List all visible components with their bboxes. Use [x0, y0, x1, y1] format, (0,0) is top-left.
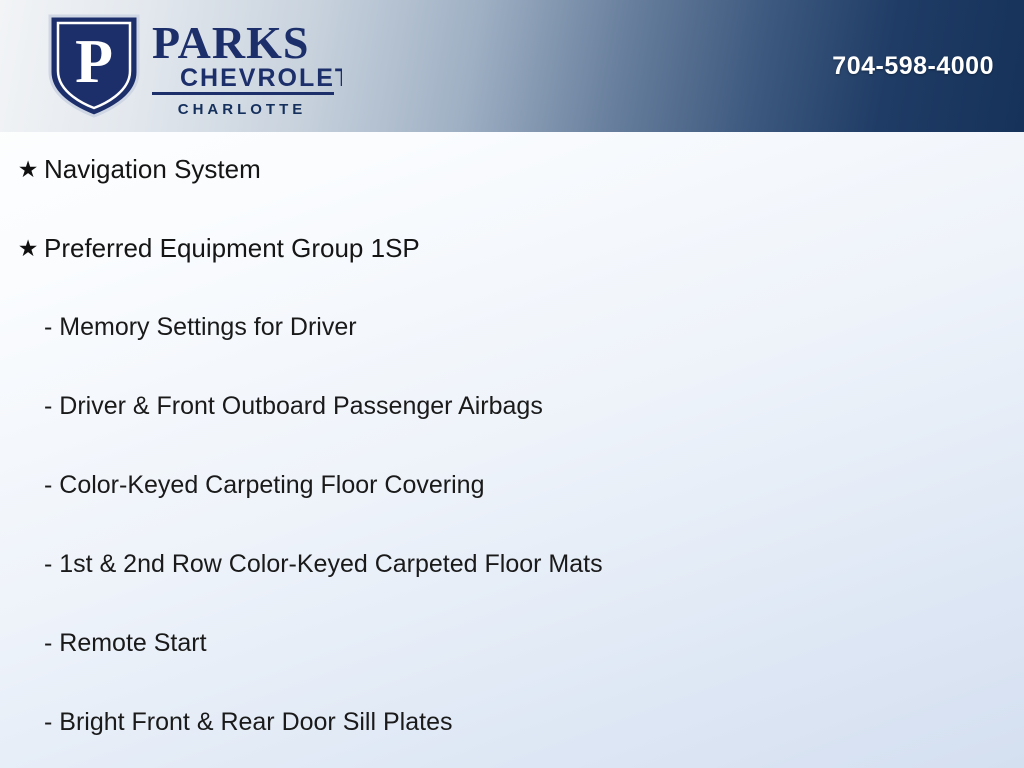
feature-sub-label: - Remote Start	[44, 629, 207, 657]
parks-chevrolet-logo	[42, 10, 342, 122]
list-item	[0, 152, 1024, 231]
feature-sub-label: - Color-Keyed Carpeting Floor Covering	[44, 471, 485, 499]
list-item	[0, 547, 1024, 626]
svg-text:P: P	[75, 28, 113, 96]
feature-sub-label: - 1st & 2nd Row Color-Keyed Carpeted Floor Mats	[44, 550, 603, 578]
features-list	[0, 132, 1024, 768]
star-bullet-icon: ★	[17, 156, 39, 182]
list-item	[0, 626, 1024, 705]
feature-label: Preferred Equipment Group 1SP	[44, 233, 420, 263]
logo-artwork	[42, 10, 342, 122]
list-item	[0, 468, 1024, 547]
page-header	[0, 0, 1024, 132]
star-bullet-icon: ★	[17, 235, 39, 261]
list-item	[0, 231, 1024, 310]
feature-label: Navigation System	[44, 154, 261, 184]
feature-sub-label: - Bright Front & Rear Door Sill Plates	[44, 708, 453, 736]
svg-text:CHEVROLET: CHEVROLET	[180, 64, 342, 92]
feature-sub-label: - Memory Settings for Driver	[44, 313, 357, 341]
dealer-phone-number: 704-598-4000	[832, 52, 994, 80]
list-item	[0, 310, 1024, 389]
list-item	[0, 705, 1024, 768]
svg-text:CHARLOTTE: CHARLOTTE	[177, 101, 307, 118]
svg-text:PARKS: PARKS	[152, 17, 310, 68]
feature-sub-label: - Driver & Front Outboard Passenger Airbags	[44, 392, 543, 420]
list-item	[0, 389, 1024, 468]
